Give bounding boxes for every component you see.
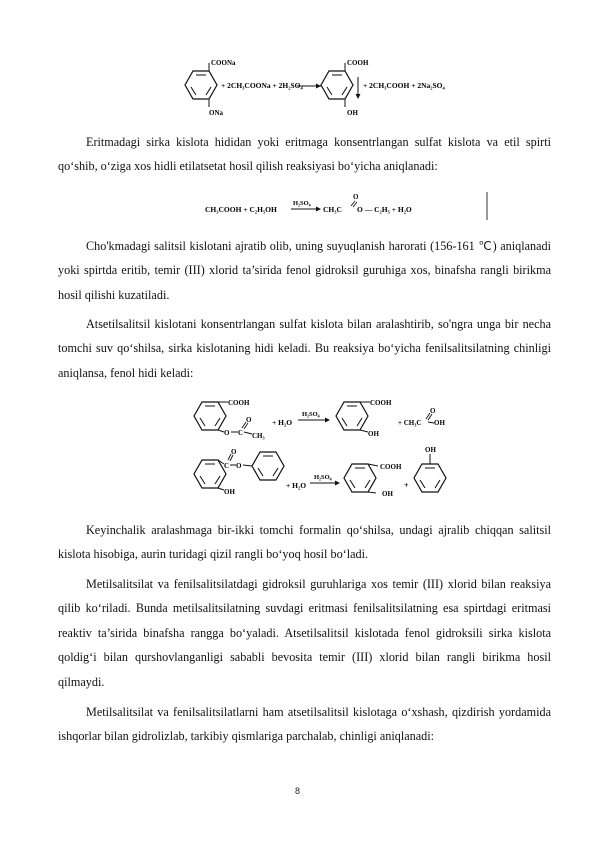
group-label: OH [368,430,379,438]
product-label: CH₃C [323,205,342,214]
group-label: + H₂O [286,481,307,490]
product-label: COOH [347,59,369,67]
catalyst-label: H₂SO₄ [302,411,320,418]
reactants-label: CH₃COOH + C₂H₅OH [205,205,277,214]
product-label: O — C₂H₅ + H₂O [357,205,412,214]
group-label: O [224,429,230,437]
paragraph-4: Keyinchalik aralashmaga bir-ikki tomchi formalin qo‘shilsa, undagi ajralib chiqqan salitsil kislota hisobiga, aurin turidagi qizil rangli bo‘yoq hosil bo‘ladi. [58,523,551,562]
reagent-label: COONa [211,59,236,67]
product-label: OH [347,109,358,117]
group-label: OH [224,488,235,496]
product-label: O [353,193,359,201]
group-label: + H₂O [272,418,293,427]
paragraph-3: Atsetilsalitsil kislotani konsentrlangan sulfat kislota bilan aralashtirib, so'ngra unga bir necha tomchi suv qo‘shilsa, sirka kislotaning hidi keladi. Bu reaksiya bo‘yicha fenilsalitsilatning chinligi aniqlansa, fenol hidi keladi: [58,317,551,380]
group-label: COOH [370,399,392,407]
reagent-label: + 2CH₃COONa + 2H₂SO₄ [221,81,303,90]
group-label: OH [434,419,445,427]
group-label: O [231,448,237,456]
catalyst-label: H₂SO₄ [293,200,311,207]
reagent-label: ONa [209,109,223,117]
group-label: C [224,462,230,470]
group-label: C [238,429,244,437]
reaction-scheme-1 [175,55,475,120]
catalyst-label: H₂SO₄ [314,474,332,481]
paragraph-5: Metilsalitsilat va fenilsalitsilatdagi gidroksil guruhlariga xos temir (III) xlorid bilan reaksiya qilib ko‘riladi. Bunda metilsalitsilatning suvdagi eritmasi fenilsalitsilatning esa spirtdagi eritmasi reaktiv ta’sirida binafsha rangga bo‘yaladi. Atsetilsalitsil kislotada fenol gidroksili sirka kislota qoldig‘i bilan qurshovlanganligi sababli bevosita temir (III) xlorid bilan rangli birikma hosil qilmaydi. [58,577,551,689]
group-label: + CH₃C [398,419,422,427]
reaction-scheme-3 [188,392,458,508]
paragraph-1: Eritmadagi sirka kislota hididan yoki eritmaga konsentrlangan sulfat kislota va etil spirti qo‘shib, o‘ziga xos hidli etilatsetat hosil qilish reaksiyasi bo‘yicha aniqlanadi: [58,135,551,174]
product-label: + 2CH₃COOH + 2Na₂SO₄ [363,81,445,90]
group-label: COOH [228,399,250,407]
paragraph-6: Metilsalitsilat va fenilsalitsilatlarni ham atsetilsalitsil kislotaga o‘xshash, qizdirish yordamida ishqorlar bilan gidrolizlab, tarkibiy qismlariga parchalab, chinligi aniqlanadi: [58,705,551,744]
group-label: O [430,407,436,415]
group-label: O [246,416,252,424]
group-label: OH [382,490,393,498]
reaction-scheme-2 [205,192,505,222]
page-number: 8 [294,786,300,796]
group-label: CH₃ [252,432,265,440]
group-label: + [404,481,409,490]
paragraph-2: Cho'kmadagi salitsil kislotani ajratib olib, uning suyuqlanish harorati (156-161 ℃) aniqlanadi yoki spirtda eritib, temir (III) xlorid ta’sirida fenol gidroksil guruhiga xos, binafsha rangli birikma hosil qilishi kuzatiladi. [58,239,551,302]
group-label: OH [425,446,436,454]
group-label: COOH [380,463,402,471]
group-label: O [236,462,242,470]
